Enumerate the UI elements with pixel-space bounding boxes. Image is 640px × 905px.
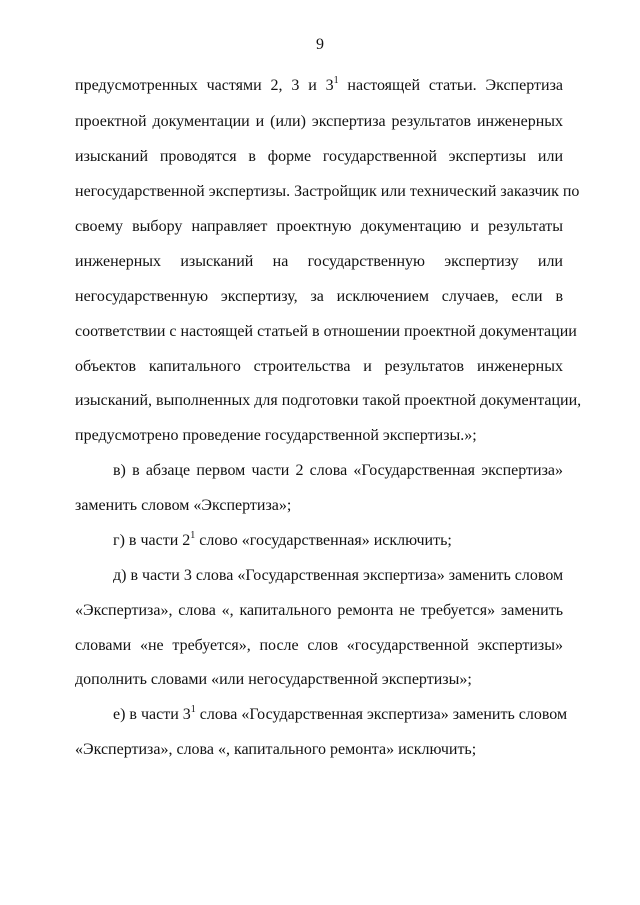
page-number: 9: [316, 36, 324, 53]
text-line: словами «не требуется», после слов «государственной экспертизы»: [75, 637, 563, 654]
text-line: своему выбору направляет проектную документацию и результаты: [75, 218, 563, 235]
text-line: объектов капитального строительства и результатов инженерных: [75, 358, 563, 375]
text-segment: е) в части 3: [113, 706, 191, 723]
text-line: д) в части 3 слова «Государственная экспертиза» заменить словом: [113, 567, 564, 584]
text-line: заменить словом «Экспертиза»;: [75, 497, 292, 514]
superscript: 1: [333, 75, 339, 86]
text-segment: слова «Государственная экспертиза» заменить словом: [195, 706, 568, 723]
text-line: предусмотрено проведение государственной экспертизы.»;: [75, 427, 477, 444]
text-line: проектной документации и (или) экспертиза результатов инженерных: [75, 113, 563, 130]
text-line: негосударственной экспертизы. Застройщик или технический заказчик по: [75, 183, 580, 200]
text-line: [113, 531, 563, 551]
text-line: инженерных изысканий на государственную экспертизу или: [75, 253, 563, 270]
text-line: в) в абзаце первом части 2 слова «Государственная экспертиза»: [113, 462, 563, 479]
superscript: 1: [190, 704, 196, 715]
text-line: [75, 76, 563, 96]
text-segment: предусмотренных частями 2, 3 и 3: [75, 77, 334, 94]
text-line: изысканий проводятся в форме государственной экспертизы или: [75, 148, 563, 165]
text-line: негосударственную экспертизу, за исключением случаев, если в: [75, 288, 563, 305]
superscript: 1: [190, 530, 196, 541]
text-line: соответствии с настоящей статьей в отношении проектной документации: [75, 323, 577, 340]
text-line: дополнить словами «или негосударственной экспертизы»;: [75, 671, 472, 688]
text-line: [113, 704, 568, 725]
text-segment: настоящей статьи. Экспертиза: [338, 77, 563, 94]
text-segment: слово «государственная» исключить;: [195, 532, 452, 549]
text-segment: г) в части 2: [113, 532, 191, 549]
text-line: «Экспертиза», слова «, капитального ремонта не требуется» заменить: [75, 602, 563, 619]
text-line: изысканий, выполненных для подготовки такой проектной документации,: [75, 392, 582, 409]
text-line: «Экспертиза», слова «, капитального ремонта» исключить;: [75, 741, 477, 758]
